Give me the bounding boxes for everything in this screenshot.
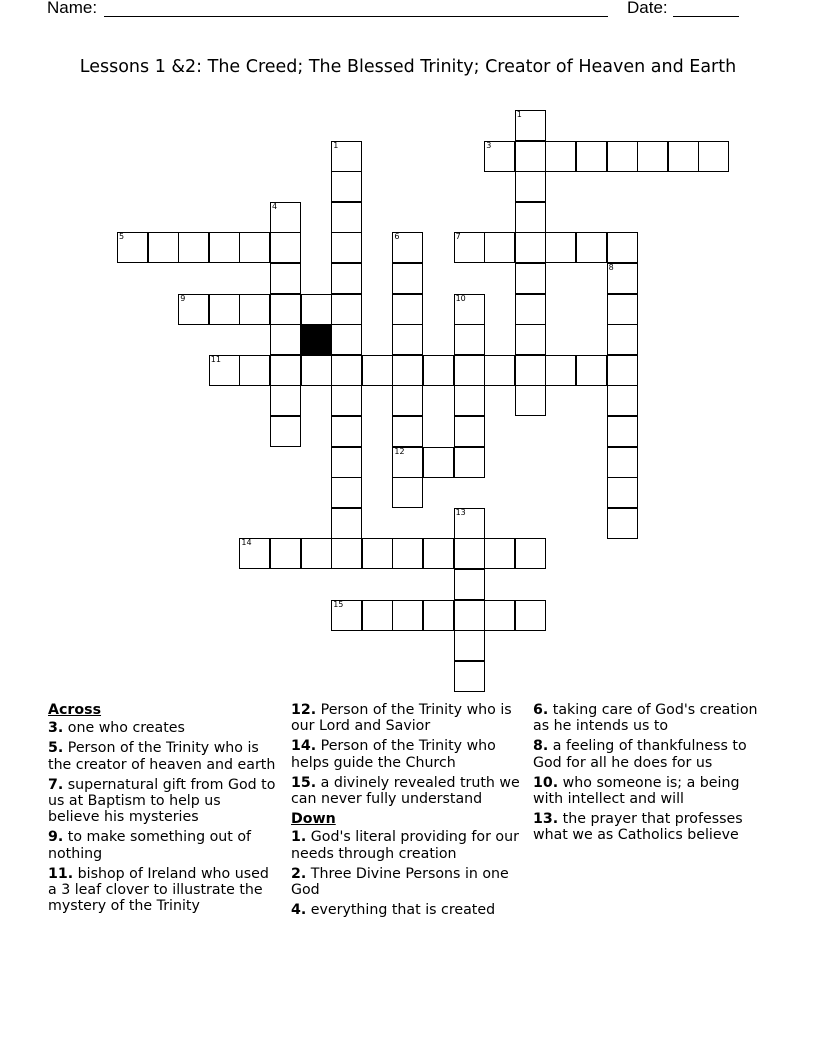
grid-cell[interactable] [331,416,362,447]
clue-text: a feeling of thankfulness to God for all he does for us [533,738,747,771]
grid-cell[interactable] [515,263,546,294]
clue-number: 11. [48,865,74,882]
clue-across-9 [48,829,276,862]
grid-cell[interactable] [515,600,546,631]
clue-text: one who creates [67,720,185,737]
across-heading: Across [48,702,102,718]
grid-cell[interactable] [270,416,301,447]
grid-cell[interactable] [331,202,362,233]
grid-cell[interactable] [668,141,699,172]
clue-number: 12. [291,702,317,718]
clue-text: bishop of Ireland who used a 3 leaf clover to illustrate the mystery of the Trinity [48,865,269,915]
clue-across-12 [291,702,523,735]
clue-text: Person of the Trinity who is our Lord and Savior [291,702,512,735]
grid-cell[interactable] [576,232,607,263]
grid-cell[interactable] [515,202,546,233]
grid-cell[interactable] [454,232,485,263]
clue-text: taking care of God's creation as he intends us to [533,702,758,735]
clue-number-label: 1 [333,140,339,150]
clue-down-6 [533,702,765,735]
clue-number-label: 11 [210,354,221,364]
grid-cell[interactable] [270,294,301,325]
clue-number-label: 7 [455,232,461,242]
grid-cell[interactable] [454,630,485,661]
clue-down-1 [291,829,523,862]
clue-across-15 [291,775,523,808]
grid-cell[interactable] [423,600,454,631]
grid-cell[interactable] [270,355,301,386]
grid-cell[interactable] [454,355,485,386]
clue-across-11 [48,866,276,915]
grid-cell[interactable] [454,294,485,325]
grid-cell[interactable] [484,600,515,631]
clue-across-7 [48,777,276,826]
clue-down-4 [291,902,523,918]
grid-cell[interactable] [607,355,638,386]
grid-cell[interactable] [515,171,546,202]
clue-text: Person of the Trinity who is the creator of heaven and earth [48,740,276,773]
grid-cell[interactable] [484,141,515,172]
clue-number-label: 1 [516,110,522,119]
grid-cell[interactable] [209,294,240,325]
grid-cell[interactable] [362,538,393,569]
clue-number-label: 6 [394,232,400,242]
down-heading: Down [291,810,336,827]
clue-number: 9. [48,829,64,846]
clue-number: 10. [533,774,559,791]
grid-cell[interactable] [178,294,209,325]
grid-cell[interactable] [607,141,638,172]
grid-cell[interactable] [576,141,607,172]
grid-cell[interactable] [423,538,454,569]
clue-number: 15. [291,774,317,791]
grid-cell[interactable] [392,294,423,325]
grid-cell[interactable] [454,569,485,600]
grid-cell[interactable] [331,538,362,569]
date-label: Date: [627,0,668,17]
clue-text: God's literal providing for our needs through creation [291,829,519,862]
grid-cell[interactable] [392,385,423,416]
grid-cell[interactable] [331,477,362,508]
clue-down-2 [291,866,523,899]
grid-cell[interactable] [484,355,515,386]
clue-number-label: 5 [119,232,125,242]
clue-number: 14. [291,738,317,755]
clue-number-label: 13 [455,507,466,517]
clue-number-label: 8 [608,263,614,272]
grid-cell[interactable] [515,110,546,141]
grid-cell[interactable] [423,447,454,478]
grid-cell[interactable] [607,232,638,263]
clue-number: 4. [291,901,307,918]
grid-cell[interactable] [454,508,485,539]
grid-cell[interactable] [331,294,362,325]
grid-cell[interactable] [637,141,668,172]
clue-number-label: 9 [180,293,186,303]
clue-text: who someone is; a being with intellect and will [533,774,740,808]
clue-number: 5. [48,740,64,757]
grid-cell[interactable] [301,294,332,325]
name-label: Name: [47,0,98,17]
clue-number-label: 10 [455,293,466,303]
grid-cell[interactable] [392,324,423,355]
clue-down-8 [533,738,765,771]
clue-number: 8. [533,738,549,755]
grid-cell[interactable] [392,416,423,447]
grid-cell[interactable] [270,324,301,355]
grid-cell[interactable] [148,232,179,263]
clue-number-label: 4 [272,201,278,211]
clue-number-label: 12 [394,446,405,456]
grid-cell[interactable] [607,508,638,539]
grid-cell[interactable] [331,324,362,355]
clue-number-label: 3 [486,140,492,150]
grid-cell[interactable] [392,538,423,569]
grid-cell[interactable] [301,538,332,569]
clue-across-14 [291,738,523,771]
grid-cell[interactable] [331,171,362,202]
clue-number: 13. [533,810,559,827]
black-square [301,324,332,355]
clue-number: 1. [291,829,307,846]
grid-cell[interactable] [515,294,546,325]
grid-cell[interactable] [331,385,362,416]
grid-cell[interactable] [545,141,576,172]
page-title: Lessons 1 &2: The Creed; The Blessed Trinity; Creator of Heaven and Earth [79,57,737,77]
grid-cell[interactable] [392,263,423,294]
grid-cell[interactable] [270,263,301,294]
grid-cell[interactable] [331,232,362,263]
grid-cell[interactable] [607,385,638,416]
grid-cell[interactable] [454,416,485,447]
clue-number: 3. [48,720,64,737]
grid-cell[interactable] [545,232,576,263]
grid-cell[interactable] [454,324,485,355]
clue-text: a divinely revealed truth we can never fully understand [291,774,520,808]
grid-cell[interactable] [270,232,301,263]
grid-cell[interactable] [331,508,362,539]
grid-cell[interactable] [454,600,485,631]
grid-cell[interactable] [362,600,393,631]
grid-cell[interactable] [239,232,270,263]
clues-column-3 [533,702,765,847]
grid-cell[interactable] [331,263,362,294]
grid-cell[interactable] [607,263,638,294]
grid-cell[interactable] [270,538,301,569]
clue-number-label: 15 [333,599,344,609]
grid-cell[interactable] [117,232,148,263]
grid-cell[interactable] [515,538,546,569]
grid-cell[interactable] [607,477,638,508]
grid-cell[interactable] [454,385,485,416]
grid-cell[interactable] [331,447,362,478]
grid-cell[interactable] [392,232,423,263]
grid-cell[interactable] [515,232,546,263]
grid-cell[interactable] [607,324,638,355]
grid-cell[interactable] [698,141,729,172]
clue-text: the prayer that professes what we as Catholics believe [533,810,743,844]
clue-number-label: 14 [241,538,252,548]
grid-cell[interactable] [484,232,515,263]
grid-cell[interactable] [331,355,362,386]
grid-cell[interactable] [454,538,485,569]
grid-cell[interactable] [515,385,546,416]
clue-text: to make something out of nothing [48,829,252,862]
grid-cell[interactable] [454,661,485,692]
grid-cell[interactable] [607,416,638,447]
grid-cell[interactable] [331,600,362,631]
clue-number: 2. [291,865,307,882]
grid-cell[interactable] [392,600,423,631]
grid-cell[interactable] [576,355,607,386]
grid-cell[interactable] [178,232,209,263]
grid-cell[interactable] [392,447,423,478]
grid-cell[interactable] [239,538,270,569]
grid-cell[interactable] [331,141,362,172]
grid-cell[interactable] [362,355,393,386]
clue-text: everything that is created [310,901,496,918]
grid-cell[interactable] [545,355,576,386]
grid-cell[interactable] [392,355,423,386]
grid-cell[interactable] [392,477,423,508]
clue-number: 7. [48,776,64,793]
clue-number: 6. [533,702,549,718]
grid-cell[interactable] [607,447,638,478]
grid-cell[interactable] [301,355,332,386]
grid-cell[interactable] [270,385,301,416]
grid-cell[interactable] [515,324,546,355]
clue-text: Person of the Trinity who helps guide the Church [291,738,496,771]
grid-cell[interactable] [454,447,485,478]
clues-column-1 [48,702,276,918]
clue-across-3 [48,720,276,736]
clue-text: supernatural gift from God to us at Baptism to help us believe his mysteries [48,776,276,826]
clues-column-2 [291,702,523,922]
clue-text: Three Divine Persons in one God [291,865,509,899]
grid-cell[interactable] [515,141,546,172]
clue-down-13 [533,811,765,844]
grid-cell[interactable] [423,355,454,386]
grid-cell[interactable] [239,355,270,386]
grid-cell[interactable] [209,355,240,386]
grid-cell[interactable] [270,202,301,233]
clue-across-5 [48,740,276,773]
clue-down-10 [533,775,765,808]
grid-cell[interactable] [607,294,638,325]
grid-cell[interactable] [209,232,240,263]
grid-cell[interactable] [484,538,515,569]
grid-cell[interactable] [239,294,270,325]
grid-cell[interactable] [515,355,546,386]
